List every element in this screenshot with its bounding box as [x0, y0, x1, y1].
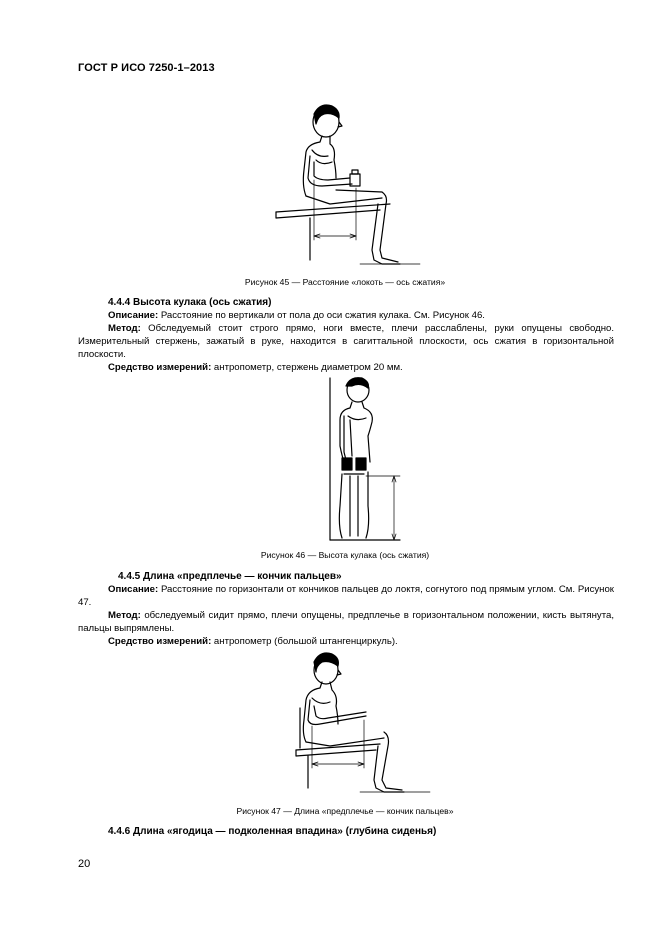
- page-number: 20: [78, 858, 91, 870]
- figure-45-illustration: [270, 100, 430, 270]
- figure-45-caption: Рисунок 45 — Расстояние «локоть — ось сжатия»: [244, 277, 446, 287]
- description-label: Описание:: [108, 584, 159, 595]
- section-4-4-4-title: 4.4.4 Высота кулака (ось сжатия): [108, 297, 272, 308]
- tool-text: антропометр (большой штангенциркуль).: [211, 636, 398, 647]
- section-4-4-5-method: [78, 609, 614, 635]
- document-header: ГОСТ Р ИСО 7250-1–2013: [78, 62, 215, 74]
- section-4-4-5-tool: [78, 635, 614, 648]
- tool-text: антропометр, стержень диаметром 20 мм.: [211, 362, 403, 373]
- tool-label: Средство измерений:: [108, 636, 212, 647]
- tool-label: Средство измерений:: [108, 362, 212, 373]
- figure-47-illustration: [280, 650, 440, 795]
- method-label: Метод:: [108, 610, 141, 621]
- method-label: Метод:: [108, 323, 141, 334]
- description-text: Расстояние по вертикали от пола до оси сжатия кулака. См. Рисунок 46.: [158, 310, 485, 321]
- description-label: Описание:: [108, 310, 159, 321]
- section-4-4-5-description: [78, 583, 614, 609]
- section-4-4-4-description: [78, 309, 614, 322]
- method-text: Обследуемый стоит строго прямо, ноги вместе, плечи расслаблены, руки опущены свободно. Измерительный стержень, зажатый в руке, находится в сагиттальной плоскости, ось сжатия в горизонтальной плоскости.: [78, 323, 614, 360]
- method-text: обследуемый сидит прямо, плечи опущены, предплечье в горизонтальном положении, кисть вытянута, пальцы выпрямлены.: [78, 610, 614, 634]
- description-text: Расстояние по горизонтали от кончиков пальцев до локтя, согнутого под прямым углом. См. Рисунок 47.: [78, 584, 614, 608]
- section-4-4-4-tool: [78, 361, 614, 374]
- figure-46-caption: Рисунок 46 — Высота кулака (ось сжатия): [260, 550, 430, 560]
- section-4-4-6-title: 4.4.6 Длина «ягодица — подколенная впадина» (глубина сиденья): [108, 826, 437, 837]
- section-4-4-4-method: [78, 322, 614, 361]
- figure-47-caption: Рисунок 47 — Длина «предплечье — кончик пальцев»: [236, 806, 454, 816]
- figure-46-illustration: [300, 376, 420, 541]
- section-4-4-5-title: 4.4.5 Длина «предплечье — кончик пальцев»: [118, 571, 342, 582]
